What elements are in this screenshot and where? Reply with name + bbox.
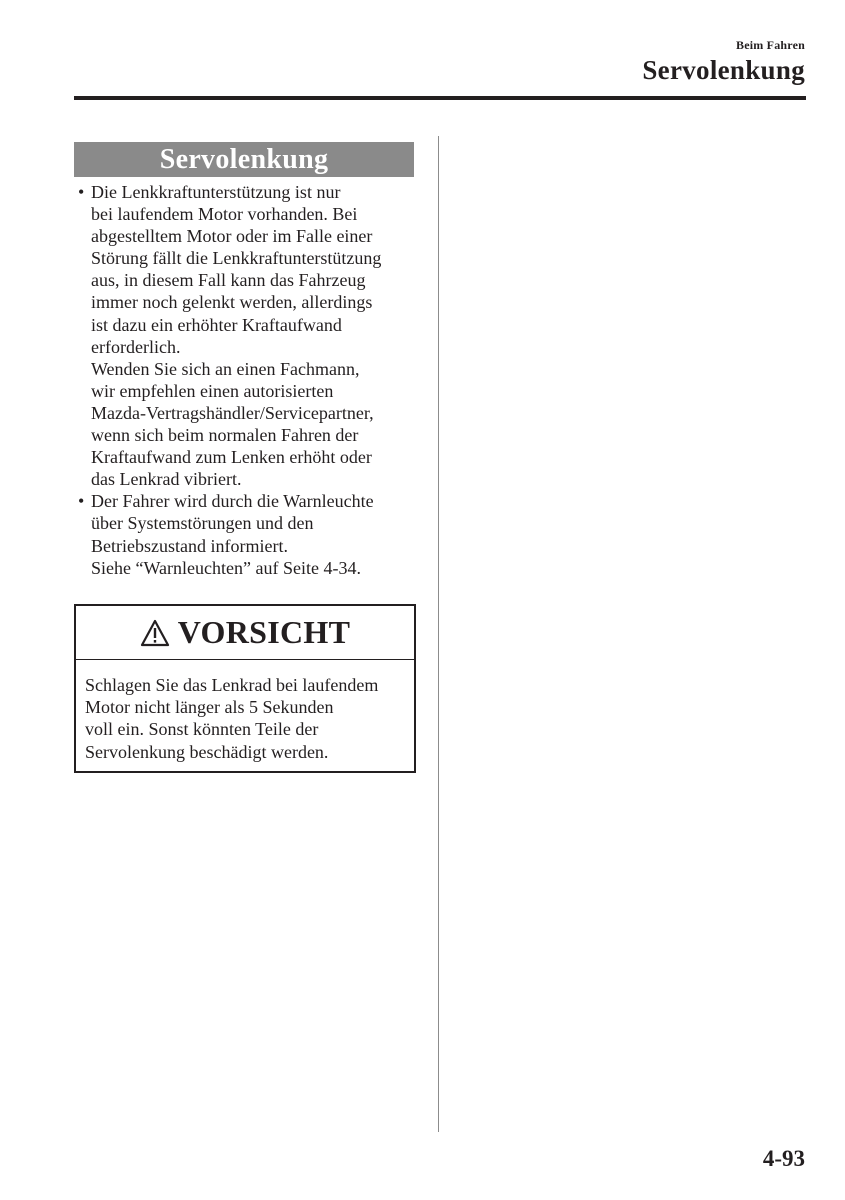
page-title: Servolenkung — [642, 55, 805, 85]
bullet-list — [78, 181, 420, 579]
paragraph: Wenden Sie sich an einen Fachmann, wir empfehlen einen autorisierten Mazda-Vertragshändler/Servicepartner, wenn sich beim normalen Fahren der Kraftaufwand zum Lenken erhöht oder das Lenkrad vibriert. — [91, 358, 374, 490]
column-divider — [438, 136, 439, 1132]
section-heading: Servolenkung — [74, 142, 414, 177]
caution-title: VORSICHT — [177, 614, 351, 650]
bullet-marker: • — [78, 491, 85, 512]
paragraph: Der Fahrer wird durch die Warnleuchte über Systemstörungen und den Betriebszustand informiert. — [91, 491, 374, 556]
caution-text: Schlagen Sie das Lenkrad bei laufendem Motor nicht länger als 5 Sekunden voll ein. Sonst könnten Teile der Servolenkung beschädigt werden. — [85, 675, 379, 762]
bullet-marker: • — [78, 182, 85, 202]
header-rule — [74, 96, 806, 100]
paragraph: Siehe “Warnleuchten” auf Seite 4-34. — [91, 557, 361, 578]
page-number: 4-93 — [762, 1146, 805, 1171]
list-item — [78, 181, 420, 490]
paragraph: Die Lenkkraftunterstützung ist nur bei laufendem Motor vorhanden. Bei abgestelltem Motor oder im Falle einer Störung fällt die Lenkkraftunterstützung aus, in diesem Fall kann das Fahrzeug immer noch gelenkt werden, allerdings ist dazu ein erhöhter Kraftaufwand erforderlich. — [91, 182, 382, 357]
header-chapter: Beim Fahren — [736, 38, 805, 52]
warning-triangle-icon — [140, 619, 170, 647]
list-item — [78, 490, 420, 578]
caution-header — [76, 606, 414, 660]
caution-box — [74, 604, 416, 773]
